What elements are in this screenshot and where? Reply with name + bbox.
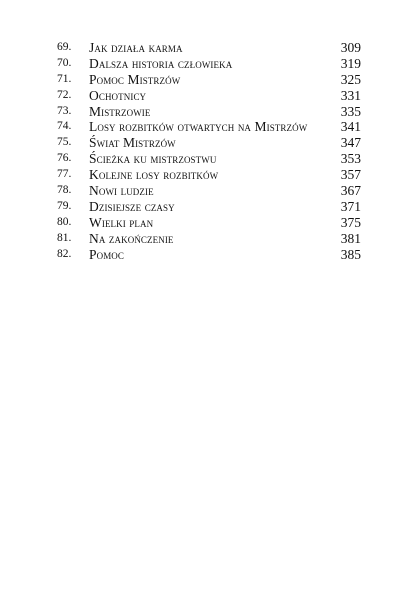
entry-title: Jak działa karma bbox=[89, 40, 183, 55]
toc-entry bbox=[57, 151, 361, 167]
entry-page-number: 341 bbox=[340, 119, 361, 135]
entry-page-number: 385 bbox=[340, 246, 361, 262]
entry-page-number: 347 bbox=[340, 135, 361, 151]
toc-entry bbox=[57, 40, 361, 56]
toc-entry bbox=[57, 104, 361, 120]
entry-title: Świat Mistrzów bbox=[89, 135, 176, 151]
entry-title: Nowi ludzie bbox=[89, 183, 154, 199]
entry-page-number: 381 bbox=[340, 230, 361, 246]
entry-title: Ochotnicy bbox=[89, 87, 147, 103]
entry-title: Losy rozbitków otwartych na Mistrzów bbox=[89, 119, 308, 135]
entry-title: Pomoc bbox=[89, 246, 125, 262]
toc-entry bbox=[57, 72, 361, 88]
entry-page-number: 371 bbox=[340, 198, 361, 214]
entry-page-number: 353 bbox=[340, 151, 361, 167]
entry-page-number: 375 bbox=[340, 214, 361, 230]
entry-number: 81. bbox=[57, 231, 72, 244]
entry-number: 69. bbox=[57, 41, 72, 53]
entry-page-number: 335 bbox=[340, 103, 361, 119]
entry-page-number: 357 bbox=[340, 167, 361, 183]
entry-title: Wielki plan bbox=[89, 214, 154, 230]
entry-number: 73. bbox=[57, 104, 72, 117]
entry-page-number: 367 bbox=[340, 183, 361, 199]
entry-number: 75. bbox=[57, 136, 72, 149]
entry-number: 76. bbox=[57, 152, 72, 165]
entry-number: 80. bbox=[57, 215, 72, 228]
entry-number: 77. bbox=[57, 168, 72, 181]
entry-number: 72. bbox=[57, 88, 72, 101]
entry-title: Dalsza historia człowieka bbox=[89, 55, 233, 71]
toc-entry bbox=[57, 215, 361, 231]
toc-entry bbox=[57, 167, 361, 183]
entry-title: Mistrzowie bbox=[89, 103, 151, 119]
entry-title: Na zakończenie bbox=[89, 230, 174, 246]
toc-entry bbox=[57, 119, 361, 135]
entry-page-number: 331 bbox=[340, 87, 361, 103]
entry-title: Dzisiejsze czasy bbox=[89, 198, 175, 214]
entry-number: 71. bbox=[57, 72, 72, 85]
entry-number: 79. bbox=[57, 199, 72, 212]
table-of-contents bbox=[57, 40, 361, 262]
entry-number: 78. bbox=[57, 184, 72, 197]
entry-number: 74. bbox=[57, 120, 72, 133]
entry-title: Kolejne losy rozbitków bbox=[89, 167, 219, 183]
toc-entry bbox=[57, 88, 361, 104]
toc-entry bbox=[57, 135, 361, 151]
toc-entry bbox=[57, 247, 361, 263]
toc-entry bbox=[57, 231, 361, 247]
entry-page-number: 325 bbox=[340, 71, 361, 87]
toc-entry bbox=[57, 199, 361, 215]
entry-page-number: 319 bbox=[340, 55, 361, 71]
entry-page-number: 309 bbox=[340, 40, 361, 55]
entry-title: Ścieżka ku mistrzostwu bbox=[89, 151, 217, 167]
entry-number: 70. bbox=[57, 56, 72, 69]
entry-number: 82. bbox=[57, 247, 72, 260]
entry-title: Pomoc Mistrzów bbox=[89, 71, 181, 87]
toc-entry bbox=[57, 183, 361, 199]
toc-entry bbox=[57, 56, 361, 72]
